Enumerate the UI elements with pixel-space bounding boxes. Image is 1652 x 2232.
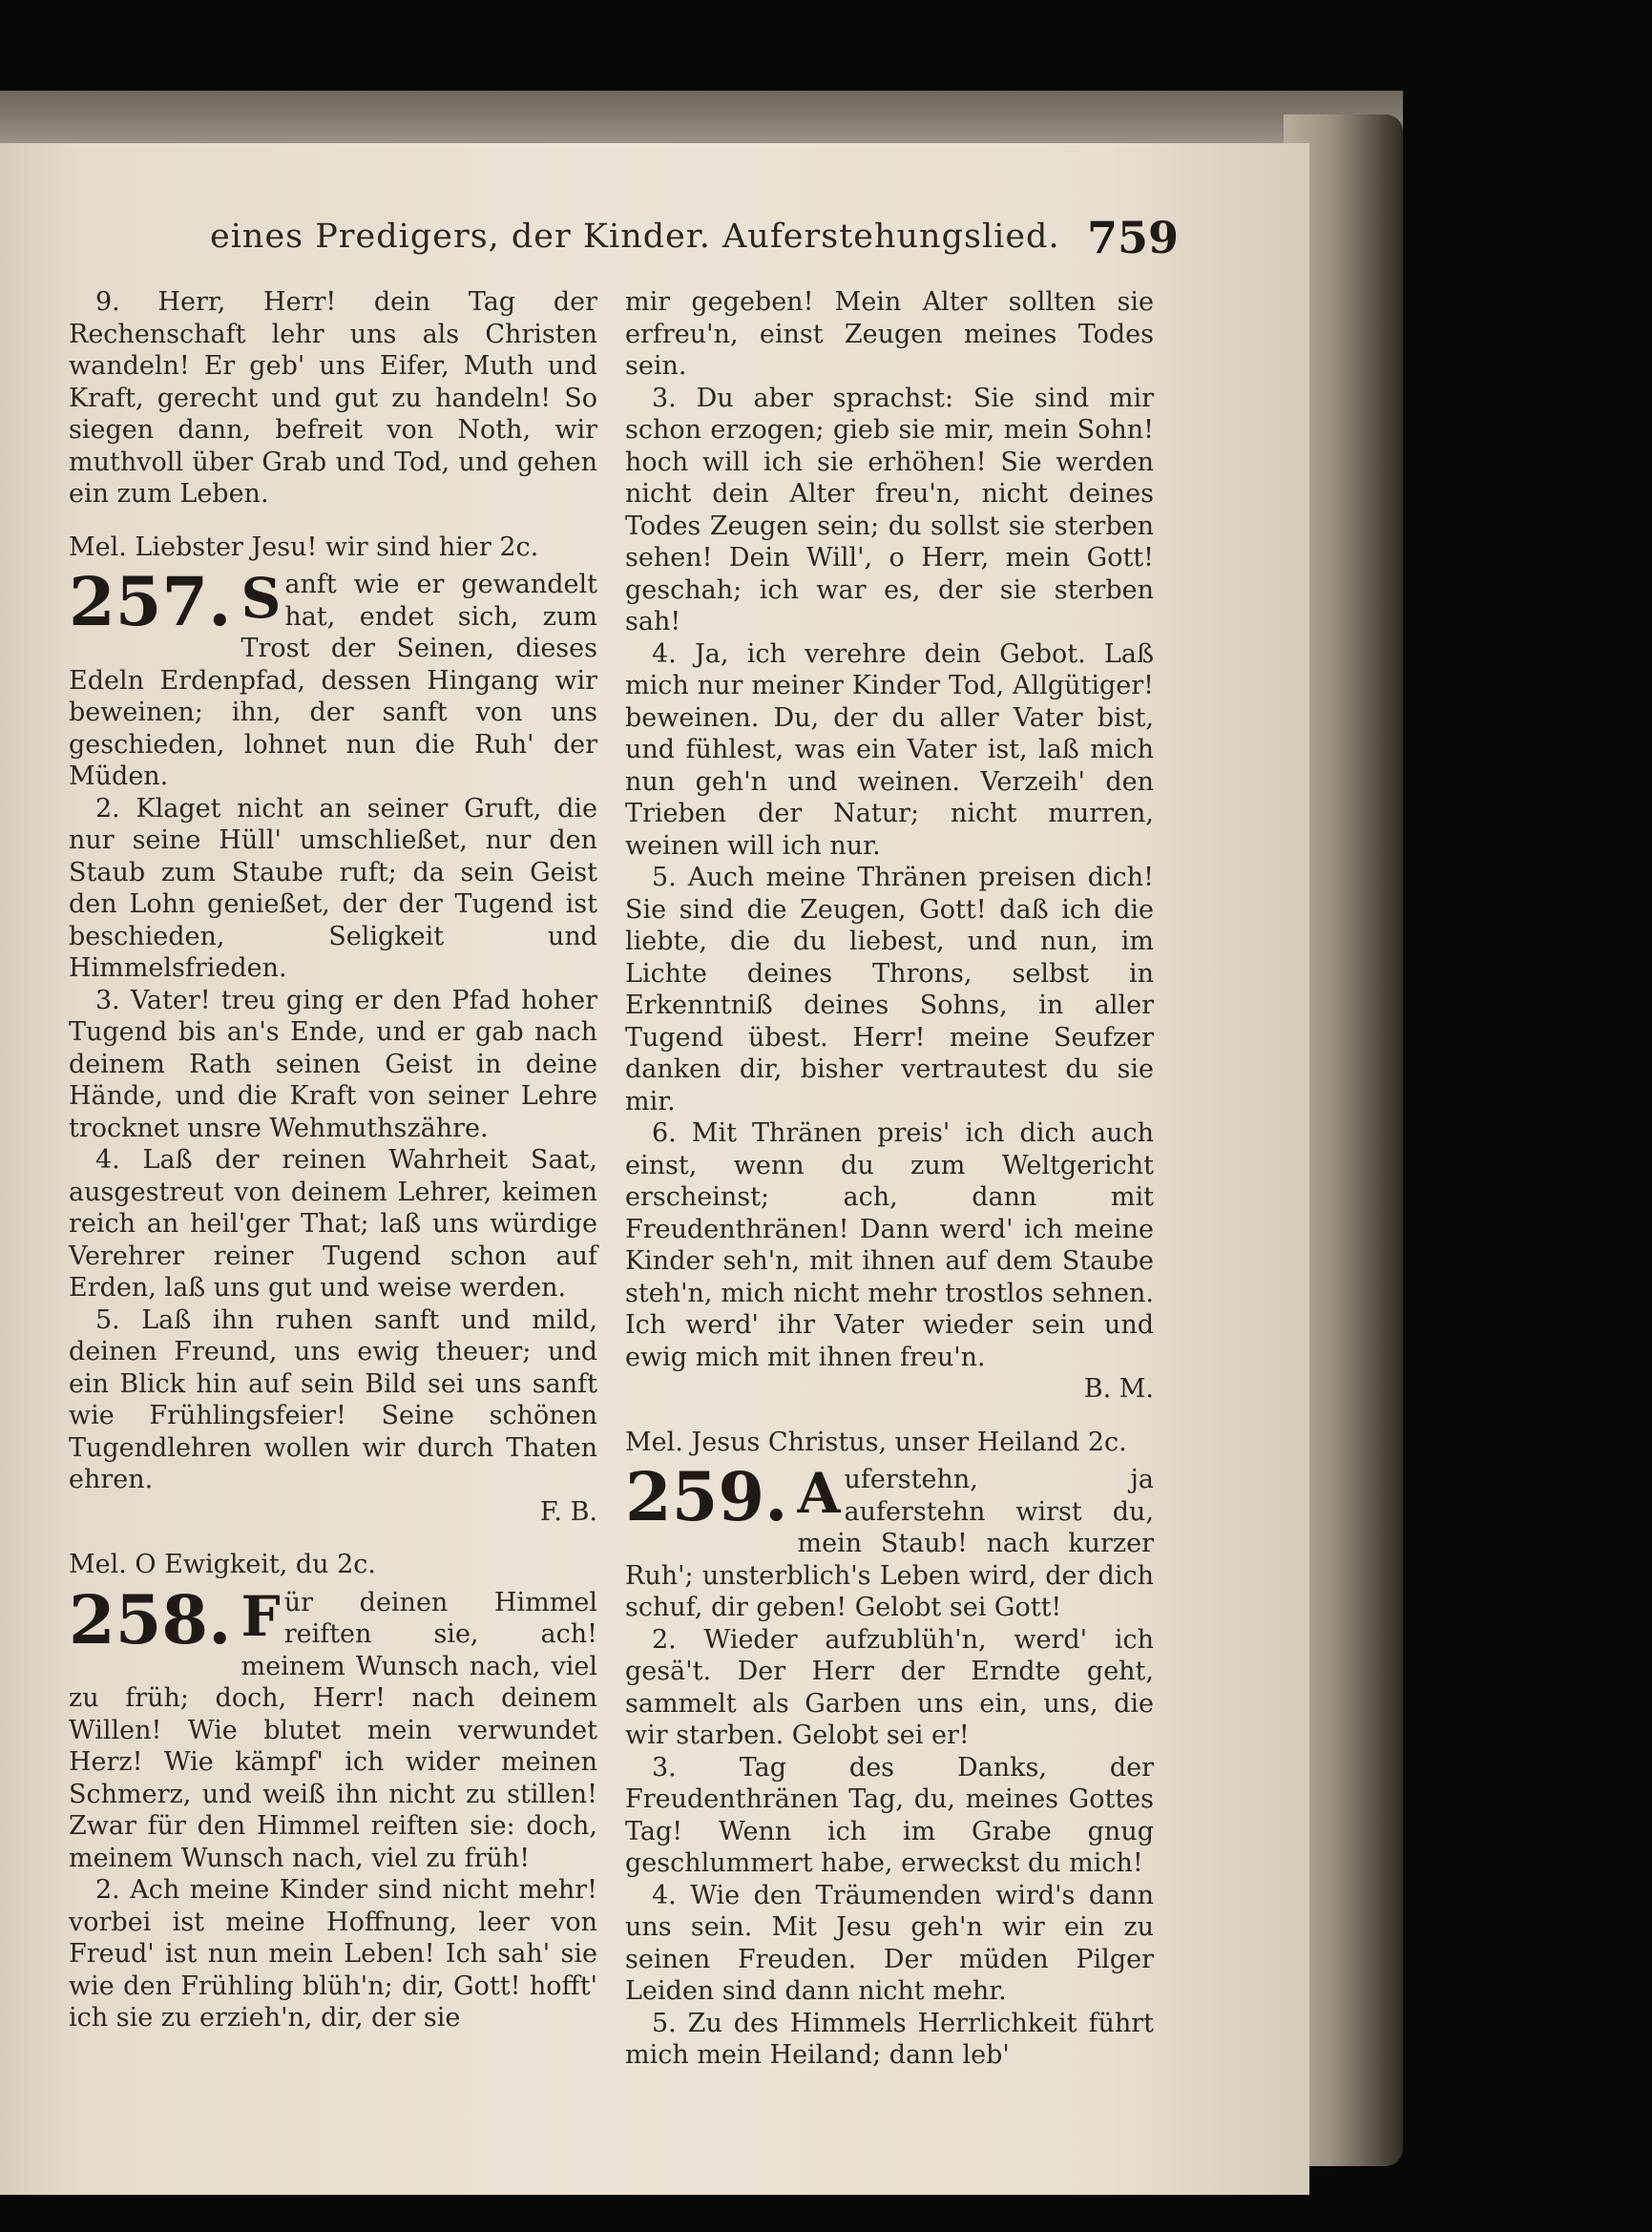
verse: 6. Mit Thränen preis' ich dich auch einst, wenn du zum Weltgericht erscheinst; ach, dann mit Freudenthränen! Dann werd' ich meine Kinder seh'n, mit ihnen auf dem Staube steh'n, mich nicht mehr trostlos sehnen. Ich werd' ihr Vater wieder sein und ewig mich mit ihnen freu'n. [625, 1118, 1154, 1372]
right-column [625, 286, 1154, 2072]
verse: 2. Wieder aufzublüh'n, werd' ich gesä't. Der Herr der Erndte geht, sammelt als Garben uns ein, uns, die wir starben. Gelobt sei er! [625, 1624, 1154, 1750]
melody-line: Mel. Liebster Jesu! wir sind hier 2c. [69, 532, 539, 562]
hymn-number: 259. [625, 1457, 788, 1536]
hymn-number: 257. [69, 562, 232, 641]
author-signoff: B. M. [1083, 1374, 1154, 1404]
author-signoff: F. B. [539, 1496, 597, 1527]
verse: 4. Ja, ich verehre dein Gebot. Laß mich nur meiner Kinder Tod, Allgütiger! beweinen. Du, der du aller Vater bist, und fühlest, was ein Vater ist, laß mich nun geh'n und weinen. Verzeih' den Trieben der Natur; nicht murren, weinen will ich nur. [625, 638, 1154, 861]
melody-line: Mel. O Ewigkeit, du 2c. [69, 1550, 377, 1579]
book-page [0, 143, 1309, 2195]
verse-continuation: 9. Herr, Herr! dein Tag der Rechenschaft lehr uns als Christen wandeln! Er geb' uns Eifer, Muth und Kraft, gerecht und gut zu handeln! So siegen dann, befreit von Noth, wir muthvoll über Grab und Tod, und gehen ein zum Leben. [69, 287, 597, 509]
hymn-first-verse: uferstehn, ja auferstehn wirst du, mein Staub! nach kurzer Ruh'; unsterblich's Leben wird, der dich schuf, dir geben! Gelobt sei Gott! [625, 1465, 1154, 1622]
verse: 5. Laß ihn ruhen sanft und mild, deinen Freund, uns ewig theuer; und ein Blick hin auf sein Bild sei uns sanft wie Frühlingsfeier! Seine schönen Tugendlehren wollen wir durch Thaten ehren. [69, 1304, 597, 1494]
running-head-title: eines Predigers, der Kinder. Auferstehungslied. [210, 218, 1060, 256]
drop-initial: A [797, 1461, 841, 1526]
page-number: 759 [1086, 212, 1179, 263]
drop-initial: F [240, 1583, 281, 1649]
verse: 4. Laß der reinen Wahrheit Saat, ausgestreut von deinem Lehrer, keimen reich an heil'ger That; laß uns würdige Verehrer reiner Tugend schon auf Erden, laß uns gut und weise werden. [69, 1145, 597, 1303]
verse: 5. Zu des Himmels Herrlichkeit führt mich mein Heiland; dann leb' [625, 2008, 1154, 2070]
verse: 3. Vater! treu ging er den Pfad hoher Tugend bis an's Ende, und er gab nach deinem Rath seinen Geist in deine Hände, und die Kraft von seiner Lehre trocknet unsre Wehmuthszähre. [69, 985, 597, 1143]
hymn-number: 258. [69, 1579, 232, 1659]
verse: 2. Ach meine Kinder sind nicht mehr! vorbei ist meine Hoffnung, leer von Freud' ist nun mein Leben! Ich sah' sie wie den Frühling blüh'n; dir, Gott! hofft' ich sie zu erzieh'n, dir, der sie [69, 1875, 597, 2033]
verse: 5. Auch meine Thränen preisen dich! Sie sind die Zeugen, Gott! daß ich die liebte, die du liebest, und nun, im Lichte deines Throns, selbst in Erkenntniß deines Sohns, in aller Tugend übest. Herr! meine Seufzer danken dir, bisher vertrautest du sie mir. [625, 863, 1154, 1116]
hymn-first-verse: ür deinen Himmel reiften sie, ach! meinem Wunsch nach, viel zu früh; doch, Herr! nach deinem Willen! Wie blutet mein verwundet Herz! Wie kämpf' ich wider meinen Schmerz, und weiß ihn nicht zu stillen! Zwar für den Himmel reiften sie: doch, meinem Wunsch nach, viel zu früh! [69, 1587, 597, 1873]
hymn-258-start [69, 1579, 597, 1875]
verse: 3. Tag des Danks, der Freudenthränen Tag, du, meines Gottes Tag! Wenn ich im Grabe gnug geschlummert habe, erweckst du mich! [625, 1752, 1154, 1878]
verse-continuation: mir gegeben! Mein Alter sollten sie erfreu'n, einst Zeugen meines Todes sein. [625, 287, 1154, 381]
drop-initial: S [240, 566, 282, 631]
left-column [69, 286, 597, 2034]
hymn-257-start [69, 562, 597, 793]
hymn-259-start [625, 1457, 1154, 1624]
verse: 4. Wie den Träumenden wird's dann uns sein. Mit Jesu geh'n wir ein zu seinen Freuden. Der müden Pilger Leiden sind dann nicht mehr. [625, 1880, 1154, 2006]
verse: 3. Du aber sprachst: Sie sind mir schon erzogen; gieb sie mir, mein Sohn! hoch will ich sie erhöhen! Sie werden nicht dein Alter freu'n, nicht deines Todes Zeugen sein; du sollst sie sterben sehen! Dein Will', o Herr, mein Gott! geschah; ich war es, der sie sterben sah! [625, 383, 1154, 636]
running-head [210, 212, 1179, 265]
verse: 2. Klaget nicht an seiner Gruft, die nur seine Hüll' umschließet, nur den Staub zum Staube ruft; da sein Geist den Lohn genießet, der der Tugend ist beschieden, Seligkeit und Himmelsfrieden. [69, 793, 597, 983]
hymn-first-verse: anft wie er gewandelt hat, endet sich, zum Trost der Seinen, dieses Edeln Erdenpfad, dessen Hingang wir beweinen; ihn, der sanft von uns geschieden, lohnet nun die Ruh' der Müden. [69, 570, 597, 791]
melody-line: Mel. Jesus Christus, unser Heiland 2c. [625, 1427, 1127, 1457]
